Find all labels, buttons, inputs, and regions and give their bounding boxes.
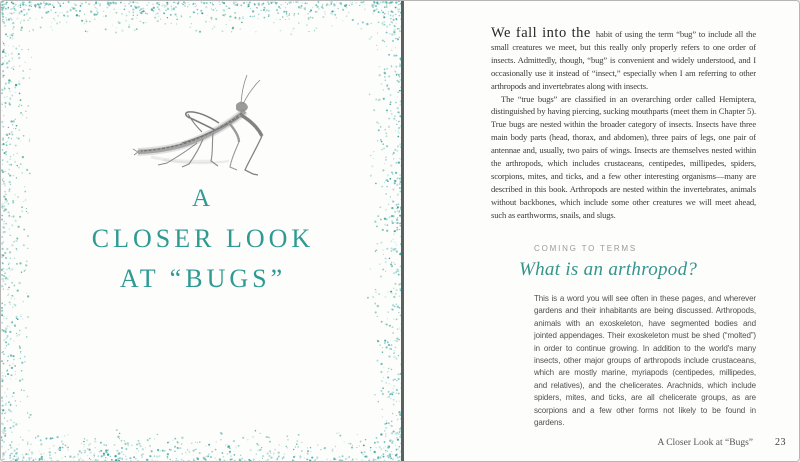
sidebar-kicker: COMING TO TERMS <box>534 244 638 253</box>
intro-text-block <box>491 27 756 239</box>
right-page <box>404 1 800 462</box>
running-title: A Closer Look at “Bugs” <box>657 438 753 448</box>
chapter-title <box>28 179 378 299</box>
second-paragraph: The “true bugs” are classified in an overarching order called Hemiptera, distinguished by having piercing, sucking mouthparts (meet them in Chapter 5). True bugs are nested within the broader category of insects. Insects have three main body parts (head, thorax, and abdomen), three pairs of legs, one pair of antennae and, usually, two pairs of wings. Insects are themselves nested within the arthropods, which includes crustaceans, centipedes, millipedes, spiders, scorpions, mites, and ticks, and a few other interesting organisms—many are described in this book. Arthropods are nested within the invertebrates, animals without backbones, which include some other creatures we will meet ahead, such as earthworms, snails, and slugs. <box>491 93 756 220</box>
lead-in-phrase: We fall into the <box>491 27 591 41</box>
page-number: 23 <box>775 437 786 448</box>
page-footer <box>657 437 786 448</box>
sidebar-heading: What is an arthropod? <box>519 259 698 280</box>
intro-paragraph-text: habit of using the term “bug” to include all the small creatures we meet, but this really only properly refers to one order of insects. Admittedly, though, “bug” is convenient and widely understood, and I occasionally use it instead of “insect,” especially when I am referring to other arthropods and invertebrates along with insects. <box>491 29 756 91</box>
intro-paragraph <box>491 27 756 93</box>
chapter-title-line-1: A <box>191 185 215 212</box>
grasshopper-illustration-icon <box>129 56 273 181</box>
sidebar-body-text: This is a word you will see often in these pages, and wherever gardens and their inhabitants are being discussed. Arthropods, animals with an exoskeleton, have segmented bodies and jointed appendages. Their exoskeleton must be shed (“molted”) in order to continue growing. In addition to the world's many insects, other major groups of arthropods include crustaceans, which are mostly marine, myriapods (centipedes, millipedes, and relatives), and the chelicerates. Arachnids, which include spiders, mites, and ticks, are all chelicerate groups, as are scorpions and a few other forms not likely to be found in gardens. <box>534 294 756 428</box>
chapter-title-line-2: CLOSER LOOK <box>91 224 315 253</box>
left-page <box>1 1 403 462</box>
chapter-title-line-3: AT “BUGS” <box>119 264 287 293</box>
